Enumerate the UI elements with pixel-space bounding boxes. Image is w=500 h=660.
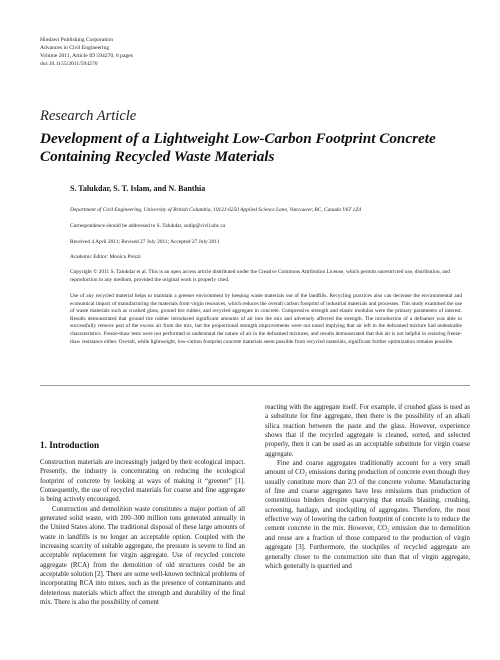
section-heading: 1. Introduction	[40, 440, 100, 450]
paragraph: reacting with the aggregate itself. For example, if crushed glass is used as a substitute for fine aggregate, then there is the possibility of an alkali silica reaction between the paste and the glass. However, experience shows that if the recycled aggregate is cleaned, sorted, and selected properly, then it can be used as an acceptable substitute for virgin coarse aggregate.	[265, 404, 470, 458]
academic-editor: Academic Editor: Monica Prezzi	[70, 254, 141, 260]
section-divider	[40, 385, 470, 386]
article-type: Research Article	[40, 108, 137, 124]
paragraph: Construction materials are increasingly judged by their ecological impact. Presently, the industry is concentrating on reducing the ecological footprint of concrete by looking at ways of making it “greener” [1]. Consequently, the use of recycled materials for coarse and fine aggregate is being actively encouraged.	[40, 459, 245, 504]
affiliation: Department of Civil Engineering, University of British Columbia, 1012J-6250 Applied Science Lane, Vancouver, BC, Canada V6T 1Z4	[70, 207, 362, 213]
journal-line: Advances in Civil Engineering	[40, 45, 110, 51]
paper-title: Development of a Lightweight Low-Carbon Footprint Concrete Containing Recycled Waste Materials	[40, 130, 436, 165]
volume-line: Volume 2011, Article ID 594270, 8 pages	[40, 53, 133, 59]
abstract: Use of any recycled material helps to maintain a greener environment by keeping waste materials out of the landfills. Recycling practices also can decrease the environmental and economical impact of manufacturing the materials from virgin resources, which reduces the overall carbon footprint of industrial materials and processes. This study examined the use of waste materials such as crushed glass, ground tire rubber, and recycled aggregate in concrete. Compressive strength and elastic modulus were the primary parameters of interest. Results demonstrated that ground tire rubber introduced significant amounts of air into the mix and adversely affected the strength. The introduction of a defoamer was able to successfully remove part of the excess air from the mix, but the proportional strength improvements were not noted implying that air left in the defoamed mixture had undesirable characteristics. Freeze-thaw tests were not performed to understand the nature of air in the defoamed mixtures, and results demonstrated that this air is not helpful in resisting freeze-thaw resistance either. Overall, while lightweight, low-carbon footprint concrete materials seem possible from recycled materials, significant further optimization remains possible.	[70, 293, 462, 345]
dates-line: Received 4 April 2011; Revised 27 July 2011; Accepted 27 July 2011	[70, 239, 220, 245]
paragraph: Fine and coarse aggregates traditionally account for a very small amount of CO₂ emissions during production of concrete even though they usually constitute more than 2/3 of the concrete volume. Manufacturing of fine and coarse aggregates have less emissions than production of cementitious binders despite quarrying that entails blasting, crushing, screening, haulage, and stockpiling of aggregates. Therefore, the most effective way of lowering the carbon footprint of concrete is to reduce the cement concrete in the mix. However, CO₂ emission due to demolition and reuse are a fraction of those compared to the production of virgin aggregate [3]. Furthermore, the stockpiles of recycled aggregate are generally closer to the construction site than that of virgin aggregate, which generally is quarried and	[265, 460, 470, 570]
copyright-notice: Copyright © 2011 S. Talukdar et al. This is an open access article distributed under the Creative Commons Attribution License, which permits unrestricted use, distribution, and reproduction in any medium, provided the original work is properly cited.	[70, 269, 450, 283]
left-column	[40, 458, 245, 608]
paragraph: Construction and demolition waste constitutes a major portion of all generated solid waste, with 200–300 million tons generated annually in the United States alone. The traditional disposal of these large amounts of waste in landfills is no longer an acceptable option. Coupled with the increasing scarcity of suitable aggregate, the pressure is severe to find an acceptable replacement for virgin aggregate. Use of recycled concrete aggregate (RCA) from the demolition of old structures could be an acceptable solution [2]. There are some well-known technical problems of incorporating RCA into mixes, such as the presence of contaminants and deleterious materials which affect the strength and durability of the final mix. There is also the possibility of cement	[40, 505, 245, 607]
author-list: S. Talukdar, S. T. Islam, and N. Banthia	[70, 184, 206, 193]
doi-line: doi:10.1155/2011/594270	[40, 61, 98, 67]
correspondence: Correspondence should be addressed to S. Talukdar, sudip@civil.ubc.ca	[70, 223, 226, 229]
publisher-line: Hindawi Publishing Corporation	[40, 37, 114, 43]
journal-header	[40, 36, 133, 68]
right-column	[265, 403, 470, 571]
